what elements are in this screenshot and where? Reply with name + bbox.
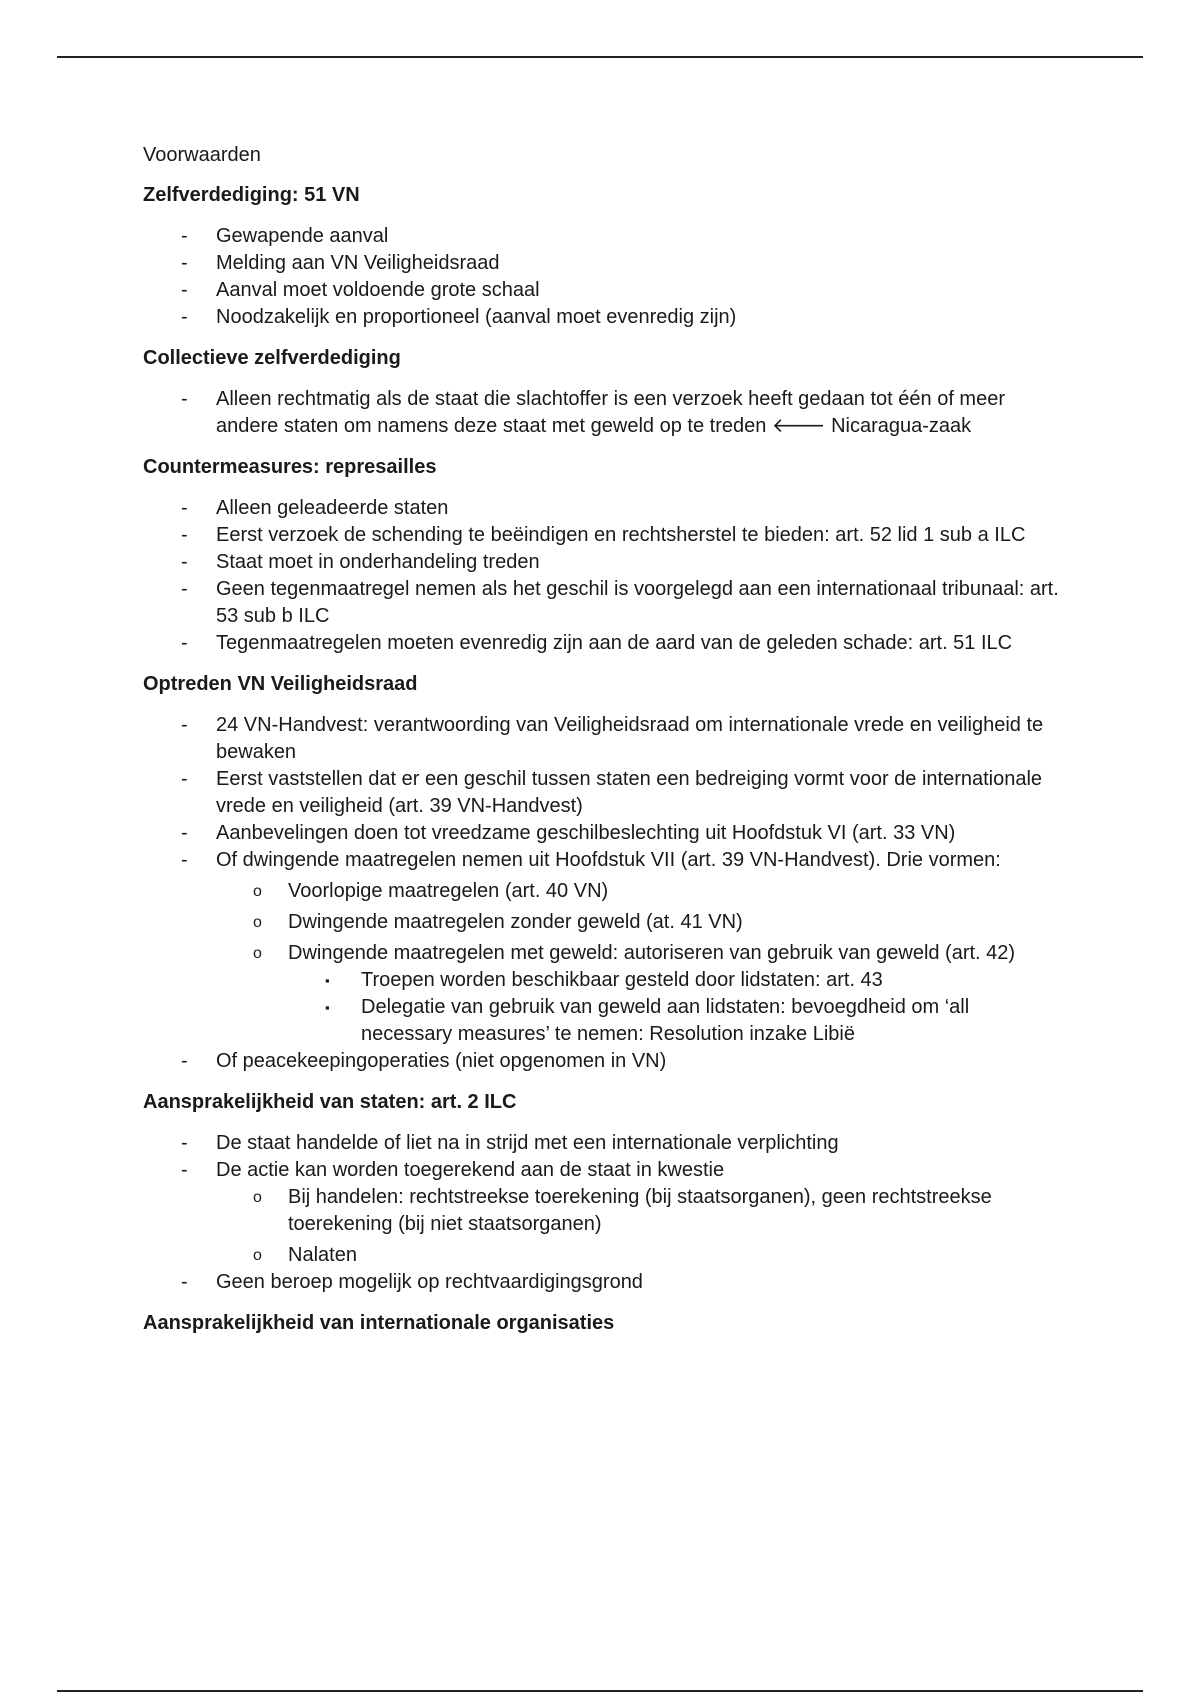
list-item: - Aanbevelingen doen tot vreedzame geschilbeslechting uit Hoofdstuk VI (art. 33 VN)	[143, 820, 1063, 847]
sub-list-item: o Nalaten	[143, 1242, 1063, 1269]
list-item: - De staat handelde of liet na in strijd met een internationale verplichting	[143, 1130, 1063, 1157]
sub-list-item: o Dwingende maatregelen met geweld: autoriseren van gebruik van geweld (art. 42)	[143, 940, 1063, 967]
list-item: - Geen beroep mogelijk op rechtvaardigingsgrond	[143, 1269, 1063, 1296]
bullet-circle: o	[253, 914, 262, 931]
sub-list-item: o Dwingende maatregelen zonder geweld (at. 41 VN)	[143, 909, 1063, 936]
section-heading-collectieve-zelfverdediging: Collectieve zelfverdediging	[143, 347, 401, 369]
sub-sub-list-item: ▪ Delegatie van gebruik van geweld aan lidstaten: bevoegdheid om ‘all necessary measures’ te nemen: Resolution inzake Libië	[325, 996, 970, 1045]
sub-list-item: o Voorlopige maatregelen (art. 40 VN)	[143, 878, 1063, 905]
bullet-dash: -	[181, 1159, 188, 1181]
list-item: - Staat moet in onderhandeling treden	[143, 549, 1063, 576]
bullet-dash: -	[181, 1271, 188, 1293]
bullet-dash: -	[181, 1132, 188, 1154]
bullet-circle: o	[253, 1189, 262, 1206]
list-collectieve-zelfverdediging	[143, 386, 1063, 440]
bullet-square: ▪	[325, 973, 330, 988]
list-item: - De actie kan worden toegerekend aan de staat in kwestie	[143, 1157, 1063, 1184]
section-heading-aansprakelijkheid-staten: Aansprakelijkheid van staten: art. 2 ILC	[143, 1091, 517, 1113]
bullet-dash: -	[181, 768, 188, 790]
list-countermeasures	[143, 495, 1063, 657]
bullet-dash: -	[181, 849, 188, 871]
page-bottom-rule	[57, 1690, 1143, 1692]
list-optreden-vn-veiligheidsraad	[143, 712, 1063, 1075]
bullet-circle: o	[253, 883, 262, 900]
bullet-dash: -	[181, 279, 188, 301]
bullet-dash: -	[181, 632, 188, 654]
list-item: - Aanval moet voldoende grote schaal	[143, 277, 1063, 304]
section-heading-optreden-vn-veiligheidsraad: Optreden VN Veiligheidsraad	[143, 673, 418, 695]
bullet-dash: -	[181, 822, 188, 844]
intro-text: Voorwaarden	[143, 144, 261, 166]
bullet-dash: -	[181, 551, 188, 573]
sub-sub-list-item: ▪ Troepen worden beschikbaar gesteld door lidstaten: art. 43	[143, 967, 1063, 994]
list-item: - Of dwingende maatregelen nemen uit Hoofdstuk VII (art. 39 VN-Handvest). Drie vormen:	[143, 847, 1063, 874]
bullet-dash: -	[181, 306, 188, 328]
section-heading-aansprakelijkheid-internationale-organisaties: Aansprakelijkheid van internationale organisaties	[143, 1312, 615, 1334]
section-heading-countermeasures: Countermeasures: represailles	[143, 456, 437, 478]
list-item: - Geen tegenmaatregel nemen als het geschil is voorgelegd aan een internationaal tribunaal: art. 53 sub b ILC	[181, 578, 1059, 627]
list-item: - 24 VN-Handvest: verantwoording van Veiligheidsraad om internationale vrede en veiligheid te bewaken	[181, 714, 1044, 763]
bullet-circle: o	[253, 945, 262, 962]
bullet-dash: -	[181, 578, 188, 600]
list-aansprakelijkheid-staten	[143, 1130, 1063, 1296]
bullet-dash: -	[181, 524, 188, 546]
bullet-dash: -	[181, 225, 188, 247]
list-item: - Eerst vaststellen dat er een geschil tussen staten een bedreiging vormt voor de internationale vrede en veiligheid (art. 39 VN-Handvest)	[181, 768, 1043, 817]
list-item: - Eerst verzoek de schending te beëindigen en rechtsherstel te bieden: art. 52 lid 1 sub a ILC	[143, 522, 1063, 549]
list-item: - Gewapende aanval	[143, 223, 1063, 250]
bullet-dash: -	[181, 1050, 188, 1072]
bullet-circle: o	[253, 1247, 262, 1264]
bullet-dash: -	[181, 252, 188, 274]
list-item: - Tegenmaatregelen moeten evenredig zijn aan de aard van de geleden schade: art. 51 ILC	[143, 630, 1063, 657]
sub-list-item: o Bij handelen: rechtstreekse toerekening (bij staatsorganen), geen rechtstreekse toerekening (bij niet staatsorganen)	[253, 1186, 992, 1235]
bullet-dash: -	[181, 388, 188, 410]
list-item: - Melding aan VN Veiligheidsraad	[143, 250, 1063, 277]
list-zelfverdediging	[143, 223, 1063, 331]
list-item: - Alleen geleadeerde staten	[143, 495, 1063, 522]
section-heading-zelfverdediging: Zelfverdediging: 51 VN	[143, 184, 360, 206]
bullet-dash: -	[181, 497, 188, 519]
bullet-square: ▪	[325, 1000, 330, 1015]
list-item: - Alleen rechtmatig als de staat die slachtoffer is een verzoek heeft gedaan tot één of meer andere staten om namens deze staat met geweld op te treden 🡐 Nicaragua-zaak	[181, 388, 1005, 437]
list-item: - Noodzakelijk en proportioneel (aanval moet evenredig zijn)	[143, 304, 1063, 331]
page-top-rule	[57, 56, 1143, 58]
bullet-dash: -	[181, 714, 188, 736]
list-item: - Of peacekeepingoperaties (niet opgenomen in VN)	[143, 1048, 1063, 1075]
document-body	[143, 142, 1063, 1351]
